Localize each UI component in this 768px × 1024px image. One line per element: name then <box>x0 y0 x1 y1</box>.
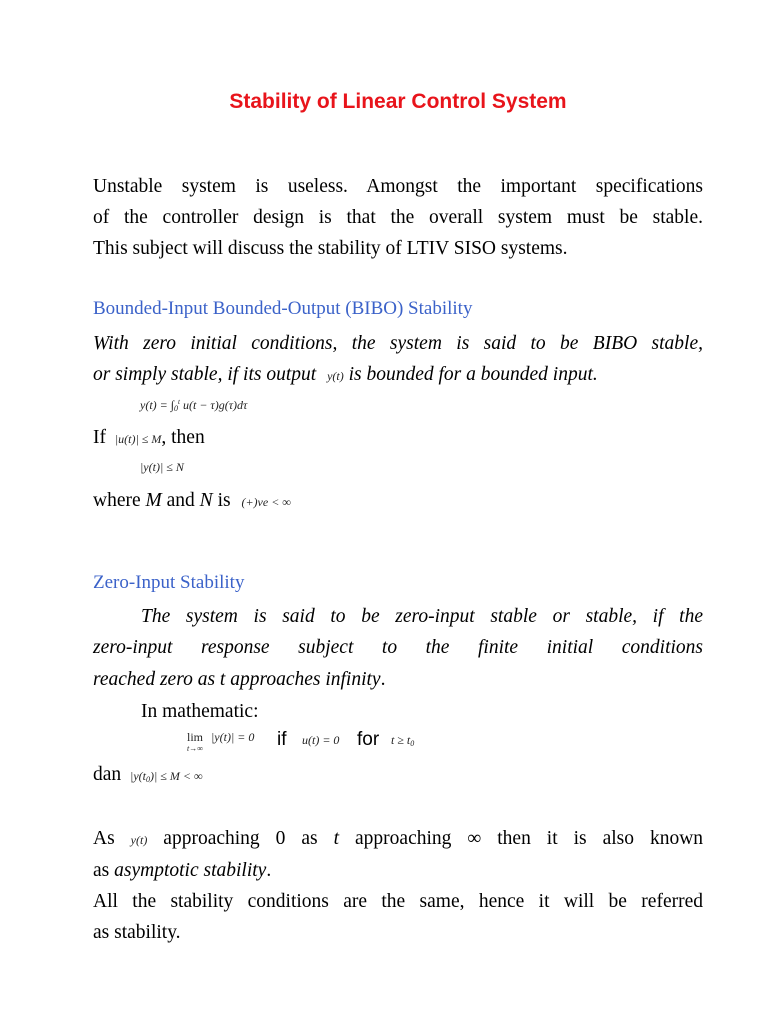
lim-subscript: t→∞ <box>187 744 203 753</box>
where-and: and <box>166 490 195 511</box>
closing-period: . <box>266 860 272 881</box>
initial-bound-rest: )| ≤ M < ∞ <box>150 769 203 783</box>
asymptotic-stability-term: asymptotic stability <box>114 860 267 881</box>
def3-t: t <box>219 669 226 690</box>
closing-line-2 <box>93 855 271 886</box>
eq-upper-limit: t <box>178 398 180 406</box>
closing-line-3: All the stability conditions are the same, hence it will be referred <box>93 891 703 912</box>
zero-input-heading: Zero-Input Stability <box>93 572 245 593</box>
closing-line-1 <box>93 823 703 856</box>
page-title: Stability of Linear Control System <box>229 90 567 113</box>
bibo-definition-text-b: is bounded for a bounded input. <box>348 364 598 385</box>
where-line <box>93 485 291 518</box>
positive-finite-math: (+)ve < ∞ <box>241 495 291 509</box>
intro-line-3: This subject will discuss the stability of LTIV SISO systems. <box>93 238 568 259</box>
closing-t: t <box>333 828 340 849</box>
input-bound-math: |u(t)| ≤ M <box>114 432 162 446</box>
dan-label: dan <box>93 764 122 785</box>
output-bound-math: |y(t)| ≤ N <box>140 460 184 474</box>
intro-line-2: of the controller design is that the overall system must be stable. <box>93 207 703 228</box>
intro-line-1: Unstable system is useless. Amongst the important specifications <box>93 176 703 197</box>
time-condition-math <box>391 733 414 748</box>
zero-input-definition-line-2: zero-input response subject to the finite initial conditions <box>93 637 703 658</box>
for-word: for <box>357 729 380 750</box>
lim-word: lim <box>187 730 204 744</box>
eq-lower-limit: 0 <box>174 404 179 413</box>
def3-text-b: approaches infinity <box>230 669 381 690</box>
bibo-definition-line-1: With zero initial conditions, the system is said to be BIBO stable, <box>93 333 703 354</box>
initial-bound-math <box>130 769 203 783</box>
where-N: N <box>199 490 213 511</box>
output-math: y(t) <box>327 369 344 383</box>
closing-as: As <box>93 828 115 849</box>
zero-input-definition-line-3 <box>93 664 385 695</box>
time-condition-body: t ≥ t <box>391 733 411 747</box>
time-condition-sub: 0 <box>410 739 415 748</box>
closing-text-c: approaching ∞ then it is also known <box>355 828 704 849</box>
closing-as-2: as <box>93 860 110 881</box>
bibo-heading: Bounded-Input Bounded-Output (BIBO) Stability <box>93 298 473 319</box>
bibo-definition-text-a: or simply stable, if its output <box>93 364 317 385</box>
eq-integrand: u(t − τ)g(τ)dτ <box>183 398 248 412</box>
def3-text-a: reached zero as <box>93 669 216 690</box>
lim-body: |y(t)| = 0 <box>211 730 255 744</box>
closing-line-4: as stability. <box>93 922 181 943</box>
initial-bound-sub: 0 <box>146 775 150 784</box>
then-text: , then <box>161 427 205 448</box>
zero-input-math: u(t) = 0 <box>302 733 340 747</box>
where-M: M <box>145 490 162 511</box>
if-label: If <box>93 427 106 448</box>
convolution-equation <box>140 398 247 413</box>
if-line <box>93 422 205 455</box>
dan-line <box>93 759 203 795</box>
where-word: where <box>93 490 141 511</box>
def3-period: . <box>380 669 386 690</box>
closing-text-b: approaching 0 as <box>163 828 318 849</box>
where-is: is <box>217 490 231 511</box>
bibo-definition-line-2 <box>93 359 598 392</box>
closing-output-math: y(t) <box>130 833 148 847</box>
if-word: if <box>277 729 287 750</box>
zero-input-definition-line-1: The system is said to be zero-input stable or stable, if the <box>141 606 703 627</box>
eq-y-left: y(t) = ∫ <box>140 398 175 412</box>
initial-bound-body: |y(t <box>130 769 146 783</box>
in-mathematic-label: In mathematic: <box>141 701 259 722</box>
